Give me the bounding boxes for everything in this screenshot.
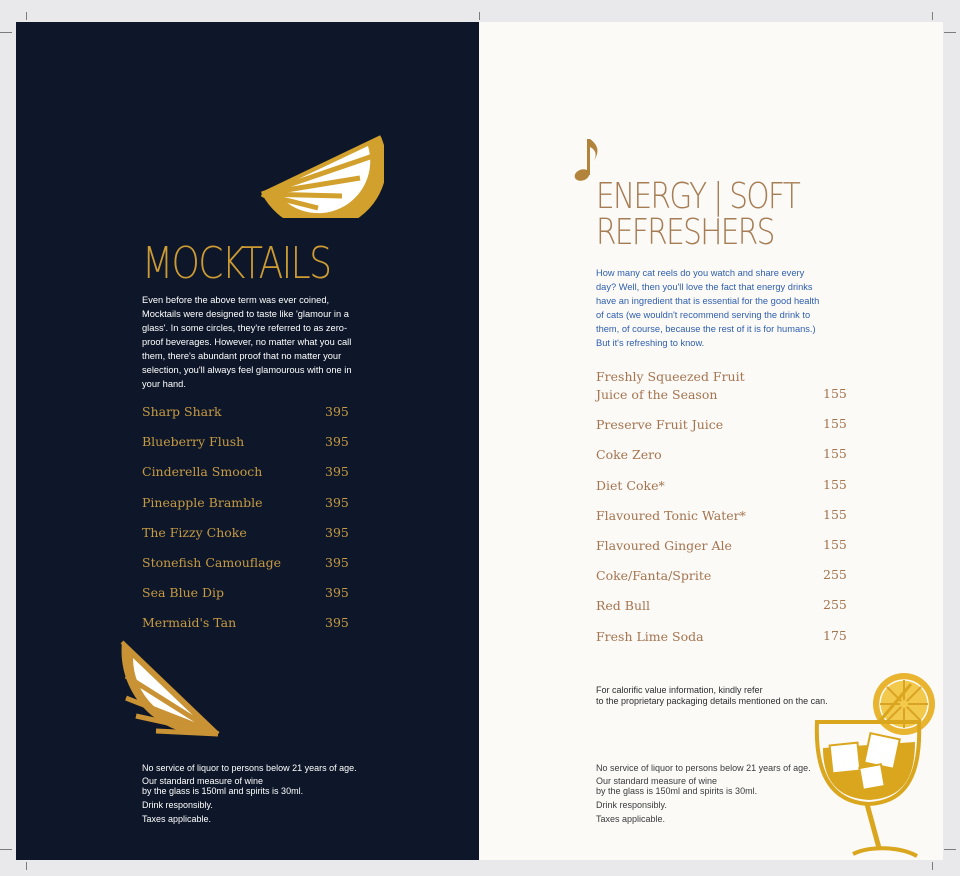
list-item <box>596 446 847 476</box>
footer-notes <box>596 763 811 824</box>
item-name: Coke Zero <box>596 447 662 463</box>
item-price: 155 <box>823 536 847 552</box>
crop-mark <box>479 12 480 20</box>
measure-notice: Our standard measure of wine <box>596 776 718 786</box>
item-name: Sea Blue Dip <box>142 585 225 601</box>
list-item <box>596 368 847 416</box>
item-price: 395 <box>325 554 349 570</box>
crop-mark <box>26 12 27 20</box>
measure-notice-cont: by the glass is 150ml and spirits is 30ml. <box>596 786 758 796</box>
footer-notes <box>142 763 357 824</box>
item-name: Blueberry Flush <box>142 434 245 450</box>
taxes-notice: Taxes applicable. <box>142 814 212 824</box>
mocktails-page <box>16 22 479 860</box>
list-item <box>142 525 352 555</box>
item-price: 175 <box>823 627 847 643</box>
list-item <box>596 597 847 627</box>
calorific-line: to the proprietary packaging details mentioned on the can. <box>596 696 828 706</box>
item-price: 395 <box>325 524 349 540</box>
item-price: 395 <box>325 404 349 419</box>
item-name <box>596 368 745 404</box>
crop-mark <box>26 862 27 870</box>
list-item <box>142 464 352 494</box>
item-price: 255 <box>823 567 847 583</box>
intro-text: How many cat reels do you watch and share every day? Well, then you'll love the fact that energy drinks have an ingredient that is essential for the good health of cats (we wouldn't recommend serving the drink to them, of course, because the rest of it is for humans.) But it's refreshing to know. <box>596 268 820 348</box>
item-price: 395 <box>325 434 349 450</box>
lemon-slice-icon <box>112 636 224 742</box>
item-name: Flavoured Tonic Water* <box>596 507 746 523</box>
item-price: 155 <box>823 446 847 462</box>
list-item <box>142 434 352 464</box>
drinks-list <box>596 368 847 658</box>
page-title: MOCKTAILS <box>142 238 331 289</box>
item-name: Flavoured Ginger Ale <box>596 537 732 553</box>
crop-mark <box>0 32 12 33</box>
menu-spread <box>16 22 943 860</box>
item-price: 395 <box>325 585 349 601</box>
title-line: ENERGY | SOFT <box>596 176 800 217</box>
title-line: REFRESHERS <box>596 212 774 253</box>
cocktail-glass-icon <box>809 670 943 860</box>
item-name: Mermaid's Tan <box>142 615 237 631</box>
item-name: Coke/Fanta/Sprite <box>596 568 712 584</box>
item-price: 395 <box>325 494 349 510</box>
item-name: Cinderella Smooch <box>142 464 263 480</box>
item-price: 395 <box>325 464 349 480</box>
energy-soft-page <box>479 22 943 860</box>
drink-responsibly: Drink responsibly. <box>142 800 213 810</box>
mocktail-list <box>142 404 352 646</box>
measure-notice-cont: by the glass is 150ml and spirits is 30ml. <box>142 786 304 796</box>
item-name: Red Bull <box>596 598 651 614</box>
list-item <box>142 585 352 615</box>
crop-mark <box>932 12 933 20</box>
crop-mark <box>0 849 12 850</box>
item-name: Preserve Fruit Juice <box>596 417 724 433</box>
calorific-note <box>596 685 828 707</box>
measure-notice: Our standard measure of wine <box>142 776 264 786</box>
item-price: 155 <box>823 416 847 432</box>
crop-mark <box>932 862 933 870</box>
item-name: Pineapple Bramble <box>142 494 263 510</box>
item-name-line: Juice of the Season <box>596 387 718 402</box>
intro-text: Even before the above term was ever coined, Mocktails were designed to taste like 'glamour in a glass'. In some circles, they're referred to as zero-proof beverages. However, no matter what you call them, there's abundant proof that no matter your selection, you'll always feel glamourous with one in your hand. <box>142 295 352 389</box>
item-price: 155 <box>823 506 847 522</box>
list-item <box>142 555 352 585</box>
list-item <box>142 495 352 525</box>
item-name-line: Freshly Squeezed Fruit <box>596 369 745 384</box>
lemon-slice-icon <box>254 132 384 218</box>
list-item <box>596 627 847 658</box>
age-notice: No service of liquor to persons below 21 years of age. <box>142 763 357 773</box>
item-name: Sharp Shark <box>142 404 222 419</box>
list-item <box>142 404 352 434</box>
item-name: The Fizzy Choke <box>142 524 247 540</box>
item-price: 395 <box>325 615 349 631</box>
item-price: 155 <box>823 386 847 401</box>
item-price: 255 <box>823 597 847 613</box>
list-item <box>596 476 847 507</box>
calorific-line: For calorific value information, kindly refer <box>596 685 763 695</box>
page-title <box>596 176 800 253</box>
list-item <box>596 536 847 567</box>
list-item <box>596 506 847 537</box>
item-price: 155 <box>823 476 847 492</box>
age-notice: No service of liquor to persons below 21 years of age. <box>596 763 811 773</box>
taxes-notice: Taxes applicable. <box>596 814 666 824</box>
item-name: Fresh Lime Soda <box>596 628 704 644</box>
list-item <box>596 416 847 446</box>
item-name: Stonefish Camouflage <box>142 554 281 570</box>
list-item <box>596 567 847 597</box>
crop-mark <box>944 849 956 850</box>
item-name: Diet Coke* <box>596 477 665 493</box>
drink-responsibly: Drink responsibly. <box>596 800 667 810</box>
crop-mark <box>944 32 956 33</box>
